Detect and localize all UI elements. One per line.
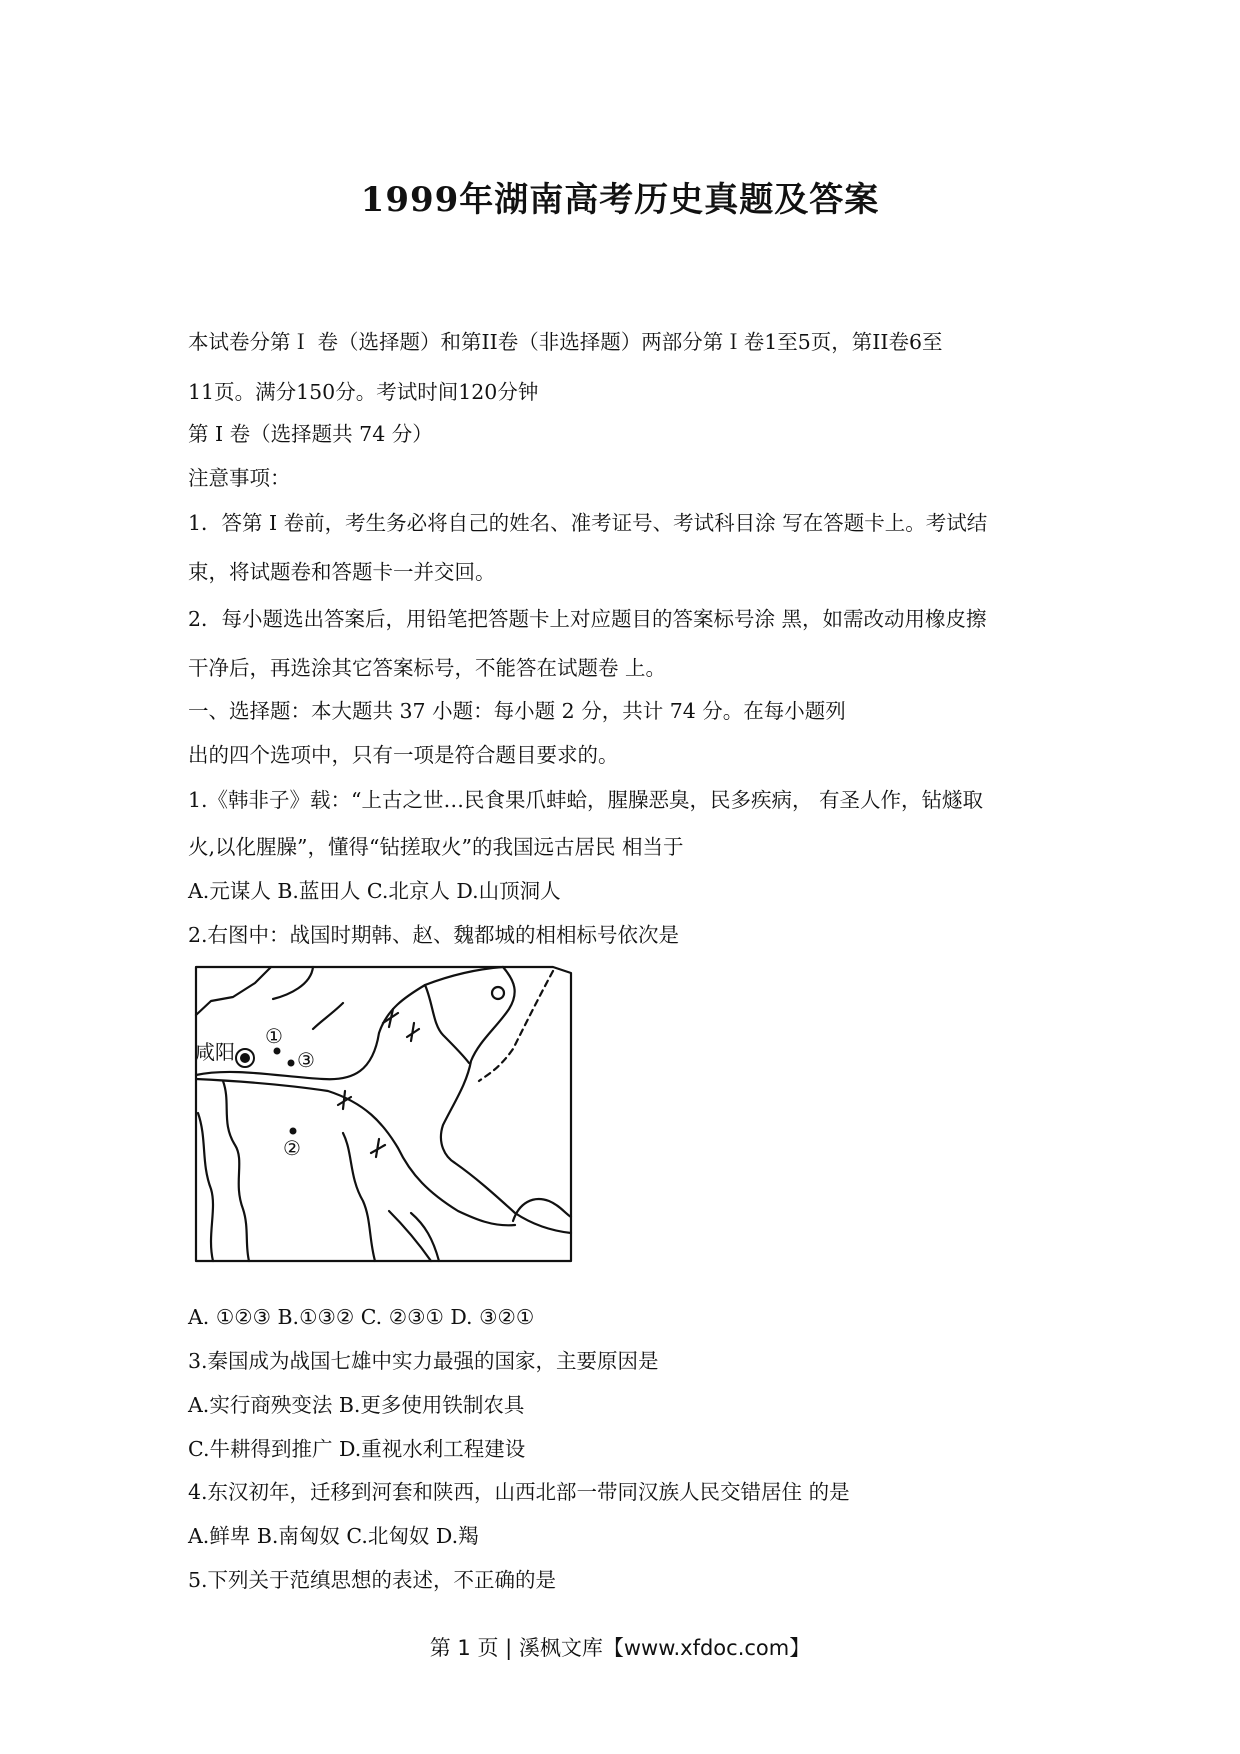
text-line: 1.《韩非子》载：“上古之世…民食果爪蚌蛤，腥臊恶臭，民多疾病， 有圣人作，钻燧取	[188, 788, 984, 812]
text-line: 4.东汉初年，迁移到河套和陕西，山西北部一带同汉族人民交错居住 的是	[188, 1480, 850, 1504]
text-line: 束，将试题卷和答题卡一并交回。	[188, 560, 496, 584]
text-line: 11页。满分150分。考试时间120分钟	[188, 380, 539, 404]
text-line: A.鲜卑 B.南匈奴 C.北匈奴 D.羯	[188, 1524, 479, 1548]
map-marker-1: ①	[265, 1024, 283, 1048]
text-line: 1．答第 I 卷前，考生务必将自己的姓名、准考证号、考试科目涂 写在答题卡上。考试结	[188, 511, 988, 535]
text-line: 2.右图中：战国时期韩、赵、魏都城的相相标号依次是	[188, 923, 680, 947]
text-line: 本试卷分第Ｉ 卷（选择题）和第II卷（非选择题）两部分第Ｉ卷1至5页，第II卷6至	[188, 330, 943, 354]
text-line: 注意事项：	[188, 466, 291, 490]
map-marker-3: ③	[297, 1048, 315, 1072]
text-line: C.牛耕得到推广 D.重视水利工程建设	[188, 1437, 526, 1461]
city-label: 咸阳	[195, 1040, 235, 1064]
text-line: A. ①②③ B.①③② C. ②③① D. ③②①	[188, 1305, 535, 1329]
warring-states-map	[193, 963, 575, 1263]
text-line: 3.秦国成为战国七雄中实力最强的国家，主要原因是	[188, 1349, 659, 1373]
page-footer: 第 1 页 | 溪枫文库【www.xfdoc.com】	[429, 1636, 811, 1660]
map-marker-2: ②	[283, 1136, 301, 1160]
text-line: 5.下列关于范缜思想的表述，不正确的是	[188, 1568, 557, 1592]
text-line: 第 I 卷（选择题共 74 分）	[188, 422, 433, 446]
text-line: 出的四个选项中，只有一项是符合题目要求的。	[188, 743, 619, 767]
text-line: 2．每小题选出答案后，用铅笔把答题卡上对应题目的答案标号涂 黑，如需改动用橡皮擦	[188, 607, 987, 631]
text-line: A.元谋人 B.蓝田人 C.北京人 D.山顶洞人	[188, 879, 561, 903]
text-line: A.实行商殃变法 B.更多使用铁制农具	[188, 1393, 525, 1417]
text-line: 干净后，再选涂其它答案标号，不能答在试题卷 上。	[188, 656, 667, 680]
text-line: 火,以化腥臊”，懂得“钻搓取火”的我国远古居民 相当于	[188, 835, 684, 859]
document-title: 1999年湖南高考历史真题及答案	[360, 180, 880, 220]
text-line: 一、选择题：本大题共 37 小题：每小题 2 分，共计 74 分。在每小题列	[188, 699, 846, 723]
